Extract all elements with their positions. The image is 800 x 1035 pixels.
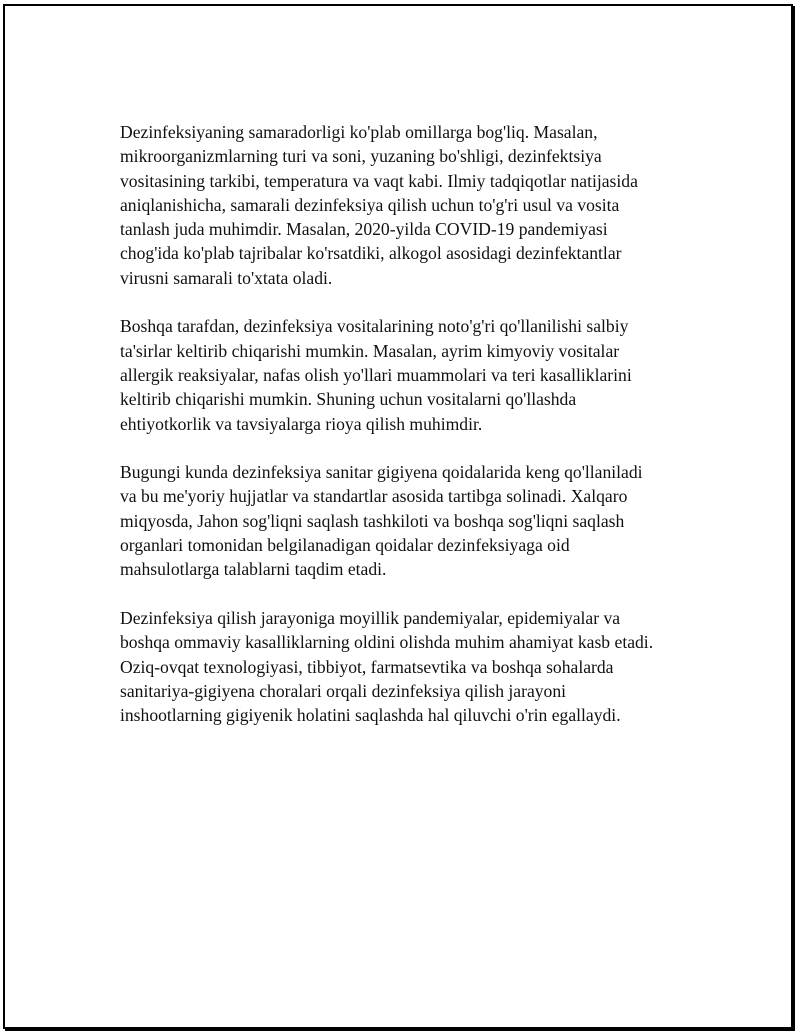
paragraph-1 xyxy=(120,120,690,290)
text-line: Boshqa tarafdan, dezinfeksiya vositalarining noto'g'ri qo'llanilishi salbiy xyxy=(120,316,629,337)
document-body xyxy=(120,120,690,752)
text-line: ta'sirlar keltirib chiqarishi mumkin. Masalan, ayrim kimyoviy vositalar xyxy=(120,340,620,361)
text-line: va bu me'yoriy hujjatlar va standartlar asosida tartibga solinadi. Xalqaro xyxy=(120,486,628,507)
text-line: miqyosda, Jahon sog'liqni saqlash tashkiloti va boshqa sog'liqni saqlash xyxy=(120,510,625,531)
text-line: Dezinfeksiyaning samaradorligi ko'plab omillarga bog'liq. Masalan, xyxy=(120,122,598,142)
text-line: ehtiyotkorlik va tavsiyalarga rioya qilish muhimdir. xyxy=(120,413,483,434)
paragraph-3 xyxy=(120,460,690,581)
text-line: boshqa ommaviy kasalliklarning oldini olishda muhim ahamiyat kasb etadi. xyxy=(120,632,654,653)
text-line: keltirib chiqarishi mumkin. Shuning uchun vositalarni qo'llashda xyxy=(120,389,577,410)
document-page xyxy=(3,4,793,1029)
paragraph-2 xyxy=(120,314,690,435)
text-line: mikroorganizmlarning turi va soni, yuzaning bo'shligi, dezinfektsiya xyxy=(120,146,602,167)
text-line: inshootlarning gigiyenik holatini saqlashda hal qiluvchi o'rin egallaydi. xyxy=(120,705,621,726)
text-line: organlari tomonidan belgilanadigan qoidalar dezinfeksiyaga oid xyxy=(120,535,570,556)
text-line: virusni samarali to'xtata oladi. xyxy=(120,267,333,288)
text-line: aniqlanishicha, samarali dezinfeksiya qilish uchun to'g'ri usul va vosita xyxy=(120,194,620,215)
text-line: chog'ida ko'plab tajribalar ko'rsatdiki, alkogol asosidagi dezinfektantlar xyxy=(120,243,622,264)
text-line: mahsulotlarga talablarni taqdim etadi. xyxy=(120,559,387,580)
text-line: tanlash juda muhimdir. Masalan, 2020-yilda COVID-19 pandemiyasi xyxy=(120,219,608,240)
text-line: Dezinfeksiya qilish jarayoniga moyillik pandemiyalar, epidemiyalar va xyxy=(120,607,621,628)
text-line: Oziq-ovqat texnologiyasi, tibbiyot, farmatsevtika va boshqa sohalarda xyxy=(120,656,614,677)
text-line: allergik reaksiyalar, nafas olish yo'llari muammolari va teri kasalliklarini xyxy=(120,364,632,385)
text-line: vositasining tarkibi, temperatura va vaqt kabi. Ilmiy tadqiqotlar natijasida xyxy=(120,170,638,191)
paragraph-4 xyxy=(120,606,690,727)
text-line: sanitariya-gigiyena choralari orqali dezinfeksiya qilish jarayoni xyxy=(120,680,567,701)
text-line: Bugungi kunda dezinfeksiya sanitar gigiyena qoidalarida keng qo'llaniladi xyxy=(120,462,643,483)
